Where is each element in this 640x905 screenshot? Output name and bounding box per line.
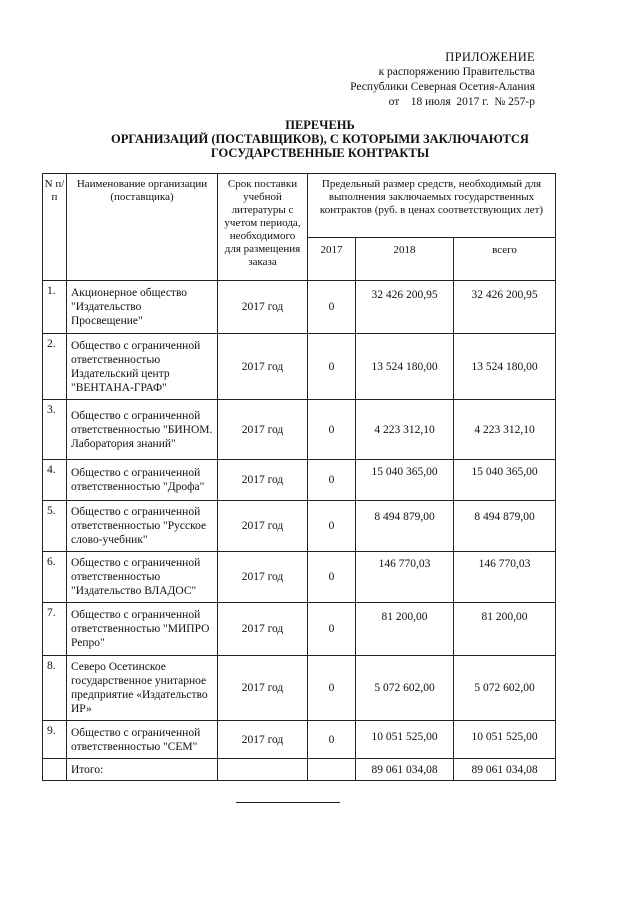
header-total: всего — [454, 238, 556, 281]
row-number: 8. — [43, 656, 67, 721]
title-line-1: ПЕРЕЧЕНЬ — [285, 118, 355, 132]
value-total: 13 524 180,00 — [454, 334, 556, 400]
table-row — [43, 656, 556, 721]
table-row — [43, 281, 556, 334]
appendix-line-republic: Республики Северная Осетия-Алания — [350, 81, 535, 93]
table-row — [43, 400, 556, 460]
value-2018: 15 040 365,00 — [356, 460, 454, 501]
table-row — [43, 552, 556, 603]
appendix-title: ПРИЛОЖЕНИЕ — [445, 50, 535, 64]
value-2017: 0 — [308, 460, 356, 501]
total-term-empty — [218, 759, 308, 781]
title-line-3: ГОСУДАРСТВЕННЫЕ КОНТРАКТЫ — [210, 146, 430, 160]
value-2017: 0 — [308, 334, 356, 400]
organization-name: Общество с ограниченной ответственностью Издательский центр "ВЕНТАНА-ГРАФ" — [67, 334, 218, 400]
value-2018: 10 051 525,00 — [356, 721, 454, 759]
value-total: 10 051 525,00 — [454, 721, 556, 759]
total-row-num-empty — [43, 759, 67, 781]
row-number: 3. — [43, 400, 67, 460]
organization-name: Общество с ограниченной ответственностью "БИНОМ. Лаборатория знаний" — [67, 400, 218, 460]
value-2017: 0 — [308, 501, 356, 552]
value-2017: 0 — [308, 721, 356, 759]
appendix-header — [350, 50, 535, 110]
total-value-2018: 89 061 034,08 — [356, 759, 454, 781]
total-2017-empty — [308, 759, 356, 781]
header-term: Срок поставки учебной литературы с учетом периода, необходимого для размещения заказа — [218, 174, 308, 281]
table-row — [43, 721, 556, 759]
total-label: Итого: — [67, 759, 218, 781]
row-number: 6. — [43, 552, 67, 603]
organization-name: Общество с ограниченной ответственностью "МИПРО Репро" — [67, 603, 218, 656]
value-2017: 0 — [308, 656, 356, 721]
organization-name: Северо Осетинское государственное унитарное предприятие «Издательство ИР» — [67, 656, 218, 721]
organization-name: Общество с ограниченной ответственностью "Русское слово-учебник" — [67, 501, 218, 552]
delivery-term: 2017 год — [218, 460, 308, 501]
value-2018: 5 072 602,00 — [356, 656, 454, 721]
delivery-term: 2017 год — [218, 603, 308, 656]
delivery-term: 2017 год — [218, 501, 308, 552]
value-2018: 32 426 200,95 — [356, 281, 454, 334]
row-number: 7. — [43, 603, 67, 656]
header-year-2018: 2018 — [356, 238, 454, 281]
appendix-line-order: к распоряжению Правительства — [378, 66, 535, 78]
value-2018: 8 494 879,00 — [356, 501, 454, 552]
value-total: 8 494 879,00 — [454, 501, 556, 552]
total-value-all: 89 061 034,08 — [454, 759, 556, 781]
table-row — [43, 501, 556, 552]
value-2018: 146 770,03 — [356, 552, 454, 603]
organization-name: Общество с ограниченной ответственностью "Дрофа" — [67, 460, 218, 501]
delivery-term: 2017 год — [218, 656, 308, 721]
header-num: N п/п — [43, 174, 67, 281]
footer-divider — [236, 802, 340, 803]
organization-name: Акционерное общество "Издательство Просвещение" — [67, 281, 218, 334]
delivery-term: 2017 год — [218, 552, 308, 603]
value-total: 5 072 602,00 — [454, 656, 556, 721]
document-title — [70, 118, 570, 160]
value-2017: 0 — [308, 281, 356, 334]
delivery-term: 2017 год — [218, 281, 308, 334]
header-year-2017: 2017 — [308, 238, 356, 281]
value-2018: 4 223 312,10 — [356, 400, 454, 460]
row-number: 9. — [43, 721, 67, 759]
value-2017: 0 — [308, 603, 356, 656]
value-2017: 0 — [308, 552, 356, 603]
value-total: 146 770,03 — [454, 552, 556, 603]
header-funds: Предельный размер средств, необходимый для выполнения заключаемых государственных контрактов (руб. в ценах соответствующих лет) — [308, 174, 556, 238]
delivery-term: 2017 год — [218, 400, 308, 460]
delivery-term: 2017 год — [218, 334, 308, 400]
table-row — [43, 460, 556, 501]
suppliers-table — [42, 173, 556, 781]
row-number: 2. — [43, 334, 67, 400]
table-row — [43, 603, 556, 656]
value-2017: 0 — [308, 400, 356, 460]
value-total: 15 040 365,00 — [454, 460, 556, 501]
appendix-line-date: от 18 июля 2017 г. № 257-р — [388, 96, 535, 108]
organization-name: Общество с ограниченной ответственностью "Издательство ВЛАДОС" — [67, 552, 218, 603]
organization-name: Общество с ограниченной ответственностью "СЕМ" — [67, 721, 218, 759]
value-total: 32 426 200,95 — [454, 281, 556, 334]
value-total: 81 200,00 — [454, 603, 556, 656]
row-number: 1. — [43, 281, 67, 334]
value-2018: 13 524 180,00 — [356, 334, 454, 400]
value-2018: 81 200,00 — [356, 603, 454, 656]
title-line-2: ОРГАНИЗАЦИЙ (ПОСТАВЩИКОВ), С КОТОРЫМИ ЗАКЛЮЧАЮТСЯ — [111, 132, 529, 146]
row-number: 4. — [43, 460, 67, 501]
table-row — [43, 334, 556, 400]
delivery-term: 2017 год — [218, 721, 308, 759]
header-name: Наименование организации (поставщика) — [67, 174, 218, 281]
value-total: 4 223 312,10 — [454, 400, 556, 460]
total-row — [43, 759, 556, 781]
row-number: 5. — [43, 501, 67, 552]
